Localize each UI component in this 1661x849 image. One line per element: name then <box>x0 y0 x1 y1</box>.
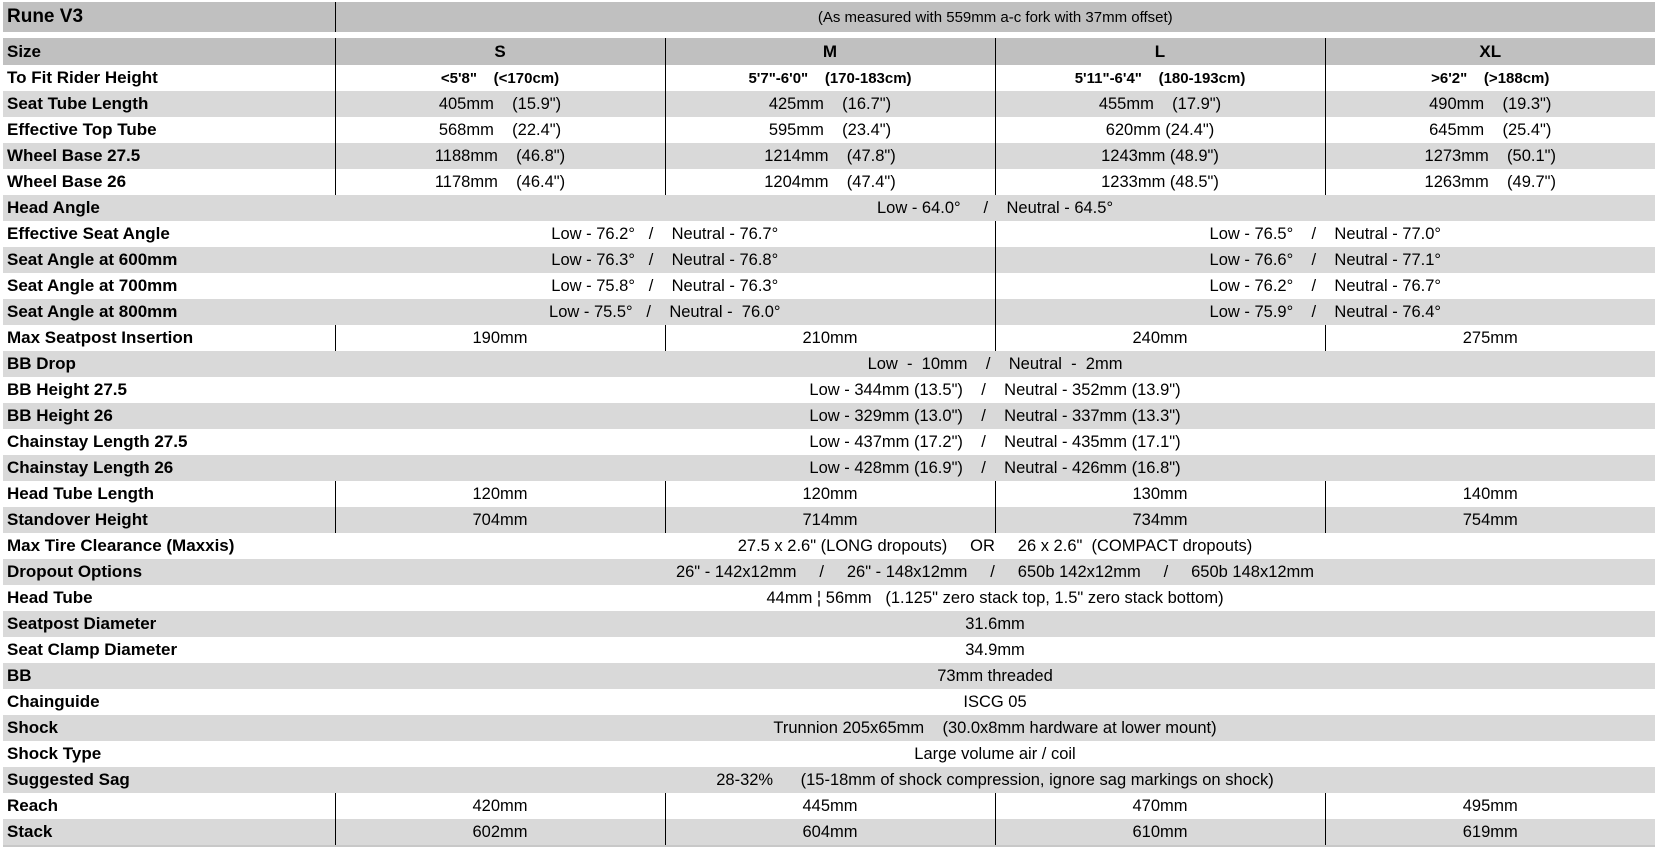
row-label: BB Height 26 <box>3 403 335 429</box>
row-label: Seat Clamp Diameter <box>3 637 335 663</box>
wheel-base-26-row <box>3 169 1655 195</box>
row-label: BB Height 27.5 <box>3 377 335 403</box>
value-cell-l: 1233mm (48.5") <box>995 169 1325 195</box>
row-label: Reach <box>3 793 335 819</box>
title-row <box>3 2 1655 32</box>
row-label: Effective Seat Angle <box>3 221 335 247</box>
value-cell-m: 595mm (23.4") <box>665 117 995 143</box>
chainstay-275-row <box>3 429 1655 455</box>
row-label: Shock <box>3 715 335 741</box>
row-label: Head Angle <box>3 195 335 221</box>
head-angle-row <box>3 195 1655 221</box>
row-label: Wheel Base 26 <box>3 169 335 195</box>
value-cell-m: 1214mm (47.8") <box>665 143 995 169</box>
chainstay-26-row <box>3 455 1655 481</box>
value-cell-all: ISCG 05 <box>335 689 1655 715</box>
value-cell-s: 190mm <box>335 325 665 351</box>
row-label: Seat Angle at 700mm <box>3 273 335 299</box>
row-label: Chainstay Length 26 <box>3 455 335 481</box>
bb-height-26-row <box>3 403 1655 429</box>
row-label: Max Tire Clearance (Maxxis) <box>3 533 335 559</box>
standover-height-row <box>3 507 1655 533</box>
max-tire-clearance-row <box>3 533 1655 559</box>
row-label: Head Tube <box>3 585 335 611</box>
value-cell-all: 34.9mm <box>335 637 1655 663</box>
value-cell-m: 5'7"-6'0" (170-183cm) <box>665 65 995 91</box>
value-cell-xl: 645mm (25.4") <box>1325 117 1655 143</box>
bb-drop-row <box>3 351 1655 377</box>
geometry-table <box>3 2 1655 845</box>
shock-type-row <box>3 741 1655 767</box>
row-label: To Fit Rider Height <box>3 65 335 91</box>
value-cell-xl: 1263mm (49.7") <box>1325 169 1655 195</box>
value-cell-all: 26" - 142x12mm / 26" - 148x12mm / 650b 142x12mm / 650b 148x12mm <box>335 559 1655 585</box>
seatpost-diameter-row <box>3 611 1655 637</box>
max-seatpost-insertion-row <box>3 325 1655 351</box>
value-cell-all: 44mm ¦ 56mm (1.125" zero stack top, 1.5" zero stack bottom) <box>335 585 1655 611</box>
value-cell-all: Low - 64.0° / Neutral - 64.5° <box>335 195 1655 221</box>
value-cell-all: 27.5 x 2.6" (LONG dropouts) OR 26 x 2.6" (COMPACT dropouts) <box>335 533 1655 559</box>
value-cell-xl: 1273mm (50.1") <box>1325 143 1655 169</box>
value-cell-m: 445mm <box>665 793 995 819</box>
value-cell-all: Large volume air / coil <box>335 741 1655 767</box>
effective-seat-angle-row <box>3 221 1655 247</box>
size-m-header: M <box>665 38 995 65</box>
value-cell-s: <5'8" (<170cm) <box>335 65 665 91</box>
value-cell-xl: 140mm <box>1325 481 1655 507</box>
row-label: Chainstay Length 27.5 <box>3 429 335 455</box>
reach-row <box>3 793 1655 819</box>
rider-height-row <box>3 65 1655 91</box>
value-cell-l: 5'11"-6'4" (180-193cm) <box>995 65 1325 91</box>
row-label: Seat Angle at 800mm <box>3 299 335 325</box>
bb-row <box>3 663 1655 689</box>
value-cell-l-xl: Low - 75.9° / Neutral - 76.4° <box>995 299 1655 325</box>
value-cell-m: 425mm (16.7") <box>665 91 995 117</box>
value-cell-l-xl: Low - 76.2° / Neutral - 76.7° <box>995 273 1655 299</box>
value-cell-m: 714mm <box>665 507 995 533</box>
value-cell-xl: 619mm <box>1325 819 1655 845</box>
row-label: Suggested Sag <box>3 767 335 793</box>
size-label: Size <box>3 38 335 65</box>
measurement-note: (As measured with 559mm a-c fork with 37mm offset) <box>335 2 1655 32</box>
geometry-sheet <box>3 2 1655 845</box>
value-cell-all: Trunnion 205x65mm (30.0x8mm hardware at lower mount) <box>335 715 1655 741</box>
value-cell-m: 604mm <box>665 819 995 845</box>
value-cell-s-m: Low - 76.2° / Neutral - 76.7° <box>335 221 995 247</box>
value-cell-all: 73mm threaded <box>335 663 1655 689</box>
size-s-header: S <box>335 38 665 65</box>
row-label: BB <box>3 663 335 689</box>
bottom-divider <box>3 845 1655 847</box>
row-label: Stack <box>3 819 335 845</box>
value-cell-s-m: Low - 75.5° / Neutral - 76.0° <box>335 299 995 325</box>
value-cell-all: Low - 329mm (13.0") / Neutral - 337mm (13.3") <box>335 403 1655 429</box>
value-cell-xl: 275mm <box>1325 325 1655 351</box>
row-label: Seat Tube Length <box>3 91 335 117</box>
value-cell-s: 602mm <box>335 819 665 845</box>
value-cell-s: 120mm <box>335 481 665 507</box>
row-label: Wheel Base 27.5 <box>3 143 335 169</box>
value-cell-l-xl: Low - 76.5° / Neutral - 77.0° <box>995 221 1655 247</box>
value-cell-l: 240mm <box>995 325 1325 351</box>
value-cell-s: 568mm (22.4") <box>335 117 665 143</box>
row-label: Seat Angle at 600mm <box>3 247 335 273</box>
value-cell-l: 734mm <box>995 507 1325 533</box>
chainguide-row <box>3 689 1655 715</box>
bb-height-275-row <box>3 377 1655 403</box>
row-label: Head Tube Length <box>3 481 335 507</box>
value-cell-all: Low - 437mm (17.2") / Neutral - 435mm (17.1") <box>335 429 1655 455</box>
stack-row <box>3 819 1655 845</box>
value-cell-xl: 754mm <box>1325 507 1655 533</box>
row-label: Effective Top Tube <box>3 117 335 143</box>
value-cell-m: 1204mm (47.4") <box>665 169 995 195</box>
value-cell-s: 704mm <box>335 507 665 533</box>
size-xl-header: XL <box>1325 38 1655 65</box>
value-cell-all: Low - 10mm / Neutral - 2mm <box>335 351 1655 377</box>
row-label: BB Drop <box>3 351 335 377</box>
size-header-row <box>3 38 1655 65</box>
row-label: Dropout Options <box>3 559 335 585</box>
row-label: Seatpost Diameter <box>3 611 335 637</box>
head-tube-row <box>3 585 1655 611</box>
value-cell-s-m: Low - 75.8° / Neutral - 76.3° <box>335 273 995 299</box>
seat-angle-800-row <box>3 299 1655 325</box>
suggested-sag-row <box>3 767 1655 793</box>
row-label: Chainguide <box>3 689 335 715</box>
row-label: Shock Type <box>3 741 335 767</box>
dropout-options-row <box>3 559 1655 585</box>
effective-top-tube-row <box>3 117 1655 143</box>
value-cell-all: Low - 428mm (16.9") / Neutral - 426mm (16.8") <box>335 455 1655 481</box>
seat-angle-700-row <box>3 273 1655 299</box>
value-cell-xl: 490mm (19.3") <box>1325 91 1655 117</box>
value-cell-all: Low - 344mm (13.5") / Neutral - 352mm (13.9") <box>335 377 1655 403</box>
seat-angle-600-row <box>3 247 1655 273</box>
value-cell-l: 455mm (17.9") <box>995 91 1325 117</box>
value-cell-s: 1188mm (46.8") <box>335 143 665 169</box>
seat-clamp-diameter-row <box>3 637 1655 663</box>
value-cell-xl: >6'2" (>188cm) <box>1325 65 1655 91</box>
value-cell-m: 120mm <box>665 481 995 507</box>
value-cell-l: 470mm <box>995 793 1325 819</box>
value-cell-all: 28-32% (15-18mm of shock compression, ignore sag markings on shock) <box>335 767 1655 793</box>
value-cell-l: 130mm <box>995 481 1325 507</box>
value-cell-xl: 495mm <box>1325 793 1655 819</box>
row-label: Standover Height <box>3 507 335 533</box>
value-cell-s: 405mm (15.9") <box>335 91 665 117</box>
value-cell-l: 1243mm (48.9") <box>995 143 1325 169</box>
seat-tube-length-row <box>3 91 1655 117</box>
value-cell-l: 610mm <box>995 819 1325 845</box>
value-cell-l-xl: Low - 76.6° / Neutral - 77.1° <box>995 247 1655 273</box>
value-cell-m: 210mm <box>665 325 995 351</box>
shock-row <box>3 715 1655 741</box>
value-cell-all: 31.6mm <box>335 611 1655 637</box>
wheel-base-275-row <box>3 143 1655 169</box>
head-tube-length-row <box>3 481 1655 507</box>
model-title: Rune V3 <box>3 2 335 32</box>
value-cell-s: 420mm <box>335 793 665 819</box>
row-label: Max Seatpost Insertion <box>3 325 335 351</box>
value-cell-s: 1178mm (46.4") <box>335 169 665 195</box>
size-l-header: L <box>995 38 1325 65</box>
value-cell-s-m: Low - 76.3° / Neutral - 76.8° <box>335 247 995 273</box>
value-cell-l: 620mm (24.4") <box>995 117 1325 143</box>
